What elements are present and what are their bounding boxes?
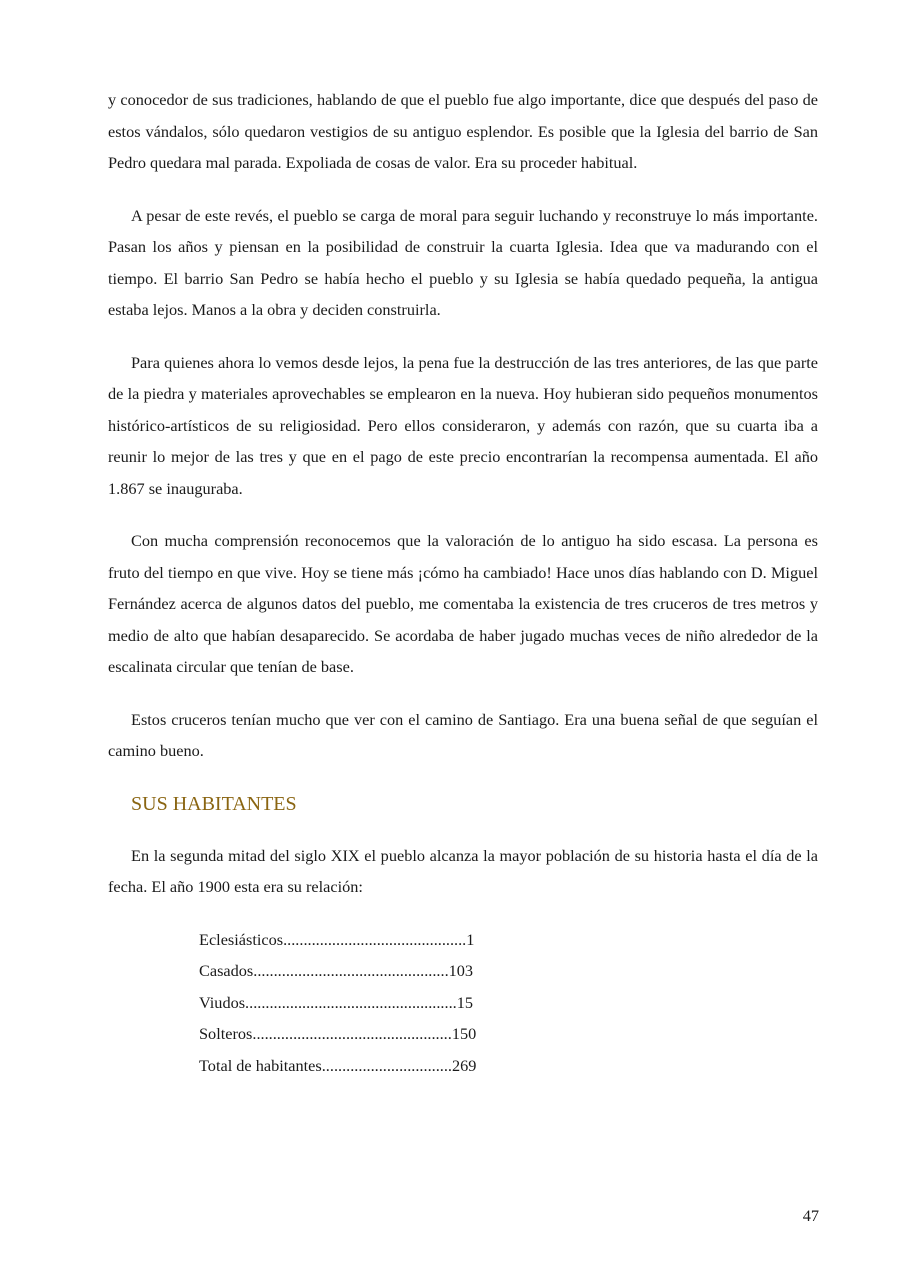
list-item: Solteros.................................................150 [199, 1024, 477, 1044]
page-body [108, 84, 818, 1081]
paragraph-fourth-church: A pesar de este revés, el pueblo se carga de moral para seguir luchando y reconstruye lo más importante. Pasan los años y piensan en la posibilidad de construir la cuarta Iglesia. Idea que va madurando con el tiempo. El barrio San Pedro se había hecho el pueblo y su Iglesia se había quedado pequeña, la antigua estaba lejos. Manos a la obra y deciden construirla. [108, 205, 818, 319]
paragraph-population-intro: En la segunda mitad del siglo XIX el pueblo alcanza la mayor población de su historia hasta el día de la fecha. El año 1900 esta era su relación: [108, 845, 818, 896]
section-heading: SUS HABITANTES [131, 792, 297, 815]
list-item: Eclesiásticos.............................................1 [199, 929, 475, 949]
paragraph-crosses: Con mucha comprensión reconocemos que la valoración de lo antiguo ha sido escasa. La persona es fruto del tiempo en que vive. Hoy se tiene más ¡cómo ha cambiado! Hace unos días hablando con D. Miguel Fernández acerca de algunos datos del pueblo, me comentaba la existencia de tres cruceros de tres metros y medio de alto que habían desaparecido. Se acordaba de haber jugado muchas veces de niño alrededor de la escalinata circular que tenían de base. [108, 531, 818, 676]
population-list [199, 924, 818, 1082]
list-item: Casados................................................103 [199, 961, 474, 981]
list-item: Total de habitantes................................269 [199, 1055, 477, 1075]
page-number: 47 [802, 1206, 819, 1225]
paragraph-destruction: Para quienes ahora lo vemos desde lejos, la pena fue la destrucción de las tres anteriores, de las que parte de la piedra y materiales aprovechables se emplearon en la nueva. Hoy hubieran sido pequeños monumentos histórico-artísticos de su religiosidad. Pero ellos consideraron, y además con razón, que su cuarta iba a reunir lo mejor de las tres y que en el pago de este precio encontrarían la recompensa aumentada. El año 1.867 se inauguraba. [108, 352, 818, 498]
paragraph-santiago: Estos cruceros tenían mucho que ver con el camino de Santiago. Era una buena señal de que seguían el camino bueno. [108, 709, 818, 760]
paragraph-continuation: y conocedor de sus tradiciones, hablando de que el pueblo fue algo importante, dice que después del paso de estos vándalos, sólo quedaron vestigios de su antiguo esplendor. Es posible que la Iglesia del barrio de San Pedro quedara mal parada. Expoliada de cosas de valor. Era su proceder habitual. [108, 90, 818, 172]
list-item: Viudos....................................................15 [199, 992, 473, 1012]
